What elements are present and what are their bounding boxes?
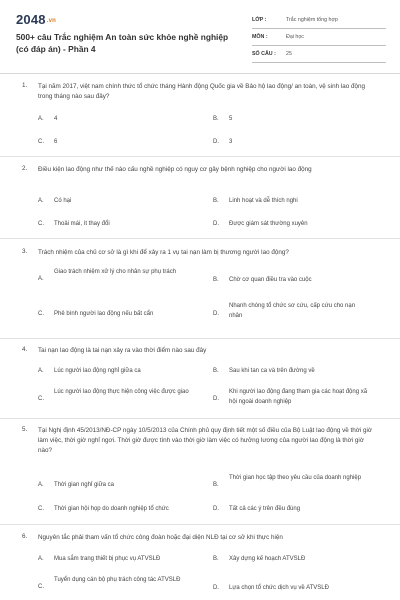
- question-divider: [0, 238, 400, 239]
- meta-key: SỐ CÂU :: [252, 51, 276, 57]
- option-text: Lựa chọn tổ chức dịch vụ về ATVSLĐ: [229, 585, 329, 591]
- question-divider: [0, 418, 400, 419]
- option-text: Nhanh chóng tổ chức sơ cứu, cấp cứu cho nạn nhân: [229, 303, 356, 319]
- option-key: A.: [38, 116, 44, 122]
- option-key: C.: [38, 506, 44, 512]
- option-text: Thoải mái, ít thay đổi: [54, 221, 110, 227]
- option-text: Sau khi tan ca và trên đường về: [229, 368, 315, 374]
- option-text: 3: [229, 139, 233, 145]
- option-text: Có hại: [54, 198, 72, 204]
- question-number: 1.: [22, 82, 28, 89]
- option-text: Thời gian hội họp do doanh nghiệp tổ chức: [54, 506, 169, 512]
- option-text: Thời gian học tập theo yêu cầu của doanh nghiệp: [229, 475, 362, 481]
- question-number: 6.: [22, 533, 28, 540]
- logo-suffix: .vn: [46, 17, 57, 24]
- option-key: C.: [38, 584, 44, 590]
- option-text: Tất cả các ý trên đều đúng: [229, 506, 301, 512]
- option-text: Giao trách nhiệm xử lý cho nhân sự phụ trách: [54, 269, 177, 275]
- header-divider: [0, 73, 400, 74]
- option-key: C.: [38, 311, 44, 317]
- option-text: 6: [54, 139, 58, 145]
- question-text: Nguyên tắc phải tham vấn tổ chức công đoàn hoặc đại diện NLĐ tại cơ sở khi thực hiện: [38, 534, 283, 541]
- option-text: Thời gian nghỉ giữa ca: [54, 482, 114, 488]
- meta-key: MÔN :: [252, 34, 268, 40]
- option-key: A.: [38, 482, 44, 488]
- meta-info: [252, 15, 386, 66]
- question-number: 3.: [22, 248, 28, 255]
- question-text: Tại năm 2017, việt nam chính thức tổ chức tháng Hành động Quốc gia về Bảo hộ lao động/ an toàn, vệ sinh lao động trong tháng nào sau đây?: [38, 83, 365, 100]
- question-divider: [0, 338, 400, 339]
- question-text: Tại Nghị định 45/2013/NĐ-CP ngày 10/5/2013 của Chính phủ quy định tiết một số điều của Bộ Luật lao động về thời giờ làm việc, thời giờ nghỉ ngơi. Thời giờ được tính vào thời giờ làm việc có hưởng lương của người lao động là thời giờ nào?: [38, 427, 373, 454]
- option-text: Được giám sát thường xuyên: [229, 221, 308, 227]
- option-key: B.: [213, 368, 219, 374]
- document-header: [16, 12, 386, 72]
- option-key: C.: [38, 221, 44, 227]
- option-text: 4: [54, 116, 58, 122]
- option-text: Tuyển dụng cán bộ phụ trách công tác ATVSLĐ: [54, 577, 181, 583]
- option-text: Xây dựng kế hoạch ATVSLĐ: [229, 556, 306, 562]
- option-key: B.: [213, 116, 219, 122]
- meta-value: Đại học: [286, 34, 304, 40]
- option-text: Lúc người lao động thực hiện công việc được giao: [54, 389, 189, 395]
- option-key: B.: [213, 556, 219, 562]
- meta-row-count: [252, 49, 386, 63]
- option-key: B.: [213, 198, 219, 204]
- document-title: 500+ câu Trắc nghiệm An toàn sức khỏe nghề nghiệp (có đáp án) - Phần 4: [16, 32, 229, 54]
- option-key: B.: [213, 482, 219, 488]
- question-number: 5.: [22, 426, 28, 433]
- question-number: 4.: [22, 346, 28, 353]
- question-text: Tai nạn lao động là tai nạn xảy ra vào thời điểm nào sau đây: [38, 347, 207, 354]
- option-text: 5: [229, 116, 233, 122]
- option-key: D.: [213, 139, 219, 145]
- option-key: D.: [213, 221, 219, 227]
- logo-main: 2048: [16, 12, 46, 27]
- option-text: Linh hoạt và dễ thích nghi: [229, 198, 298, 204]
- meta-value: 25: [286, 51, 292, 57]
- option-key: C.: [38, 139, 44, 145]
- option-text: Chờ cơ quan điều tra vào cuộc: [229, 277, 312, 283]
- site-logo[interactable]: [16, 12, 56, 27]
- option-text: Lúc người lao động nghỉ giữa ca: [54, 368, 141, 374]
- option-key: B.: [213, 277, 219, 283]
- meta-key: LỚP :: [252, 17, 267, 23]
- meta-value: Trắc nghiệm tổng hợp: [286, 17, 338, 23]
- option-key: D.: [213, 585, 219, 591]
- option-text: Phê bình người lao động nếu bất cẩn: [54, 311, 154, 317]
- meta-row-class: [252, 15, 386, 29]
- question-divider: [0, 524, 400, 525]
- question-divider: [0, 156, 400, 157]
- option-text: Khi người lao động đang tham gia các hoạt động xã hội ngoài doanh nghiệp: [229, 389, 368, 405]
- option-key: C.: [38, 396, 44, 402]
- option-key: D.: [213, 506, 219, 512]
- option-text: Mua sắm trang thiết bị phục vụ ATVSLĐ: [54, 556, 161, 562]
- option-key: A.: [38, 276, 44, 282]
- option-key: A.: [38, 556, 44, 562]
- option-key: A.: [38, 198, 44, 204]
- question-text: Trách nhiệm của chủ cơ sở là gì khi để xảy ra 1 vụ tai nạn làm bị thương người lao động?: [38, 249, 289, 256]
- option-key: A.: [38, 368, 44, 374]
- option-key: D.: [213, 311, 219, 317]
- question-number: 2.: [22, 165, 28, 172]
- meta-row-subject: [252, 32, 386, 46]
- question-text: Điều kiện lao động như thế nào cấu nghề nghiệp có nguy cơ gây bệnh nghiệp cho người lao động: [38, 166, 312, 173]
- option-key: D.: [213, 396, 219, 402]
